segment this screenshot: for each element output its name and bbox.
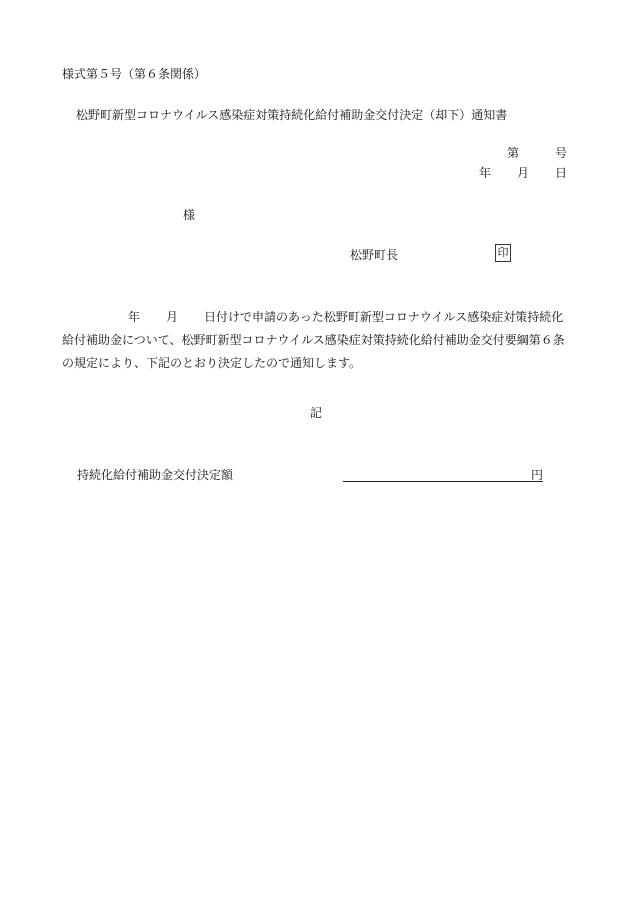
ki-heading: 記 — [310, 406, 323, 420]
date-year: 年 — [478, 166, 491, 180]
document-title: 松野町新型コロナウイルス感染症対策持続化給付補助金交付決定（却下）通知書 — [76, 108, 508, 122]
body-text: 日付けで申請のあった松野町新型コロナウイルス感染症対策持続化給付補助金について、松野町新型コロナウイルス感染症対策持続化給付補助金交付要綱第６条の規定により、下記のとおり決定したので通知します。 — [62, 310, 565, 370]
reference-number-line — [507, 146, 567, 160]
body-month: 月 — [166, 310, 179, 324]
date-day: 日 — [554, 166, 567, 180]
issuer-name: 松野町長 — [350, 248, 399, 262]
reference-dai: 第 — [506, 146, 519, 160]
recipient-suffix: 様 — [183, 208, 196, 222]
amount-label: 持続化給付補助金交付決定額 — [77, 468, 234, 482]
amount-field[interactable] — [343, 467, 543, 482]
date-month: 月 — [516, 166, 529, 180]
seal-mark: 印 — [495, 244, 511, 262]
form-number: 様式第５号（第６条関係） — [62, 67, 207, 81]
amount-unit: 円 — [530, 468, 543, 482]
issue-date-line — [479, 166, 567, 180]
reference-go: 号 — [554, 146, 567, 160]
body-year: 年 — [128, 310, 141, 324]
body-paragraph — [62, 306, 570, 375]
